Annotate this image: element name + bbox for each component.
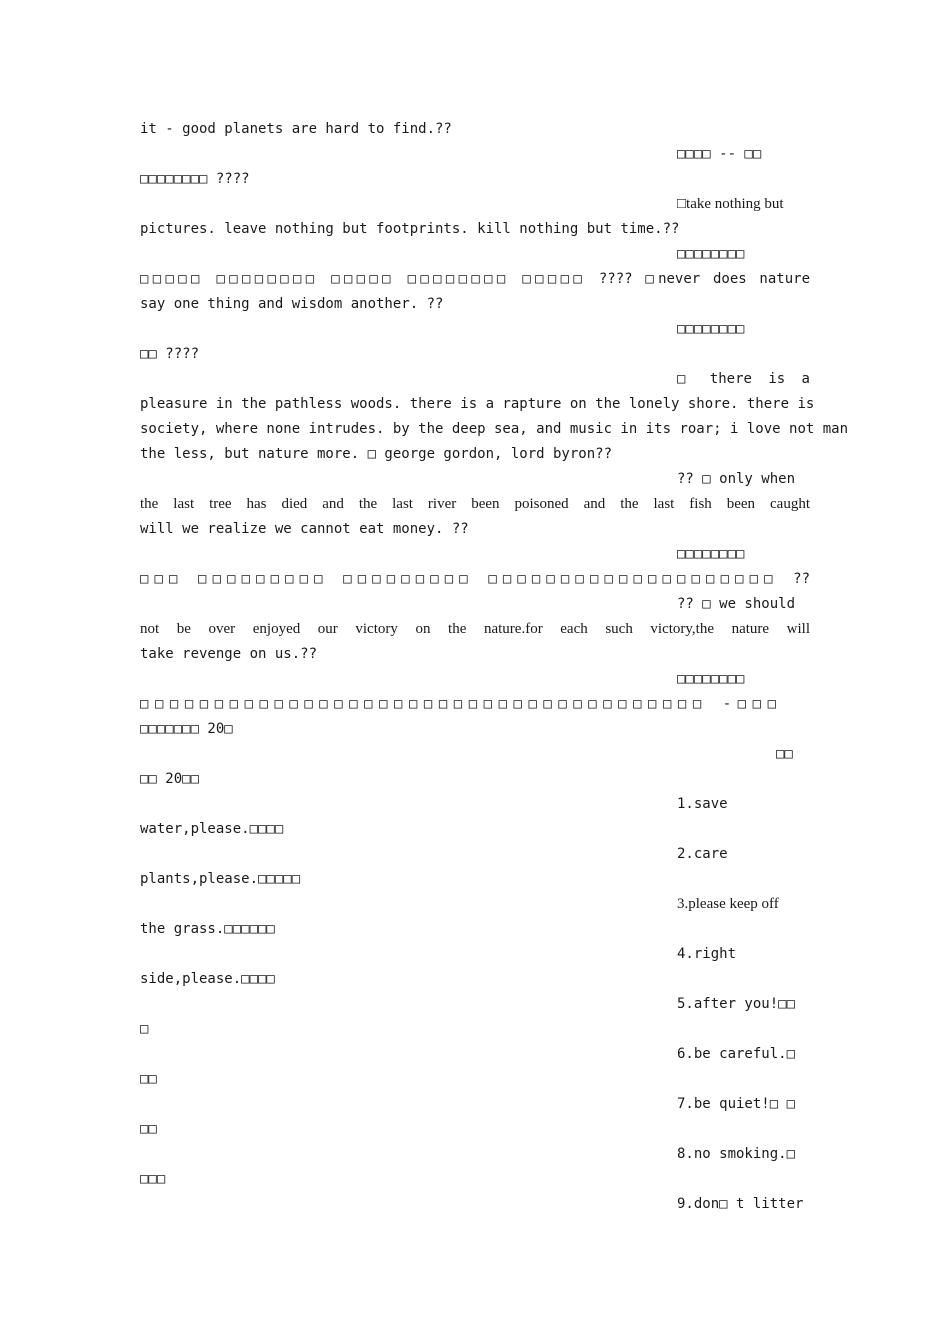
text-line: 3.please keep off bbox=[677, 896, 779, 912]
text-line: it - good planets are hard to find.?? bbox=[140, 121, 452, 137]
text-line: side,please.□□□□ bbox=[140, 971, 275, 987]
text-line: □□□ bbox=[140, 1171, 166, 1187]
text-line: society, where none intrudes. by the deep sea, and music in its roar; i love not man bbox=[140, 421, 849, 437]
text-line: the grass.□□□□□□ bbox=[140, 921, 275, 937]
text-line: □□ 20□□ bbox=[140, 771, 200, 787]
text-line: 9.don□ t litter bbox=[677, 1196, 804, 1212]
text-line: ?? □ we should bbox=[677, 596, 796, 612]
text-line: □ there is a bbox=[677, 371, 810, 387]
text-line: the less, but nature more. □ george gordon, lord byron?? bbox=[140, 446, 613, 462]
text-line: □□□ □□□□□□□□□ □□□□□□□□□ □□□□□□□□□□□□□□□□□□□□ ?? bbox=[140, 571, 810, 587]
text-line: water,please.□□□□ bbox=[140, 821, 284, 837]
text-line: 1.save bbox=[677, 796, 728, 812]
text-line: not be over enjoyed our victory on the nature.for each such victory,the nature will bbox=[140, 621, 810, 637]
text-line: pleasure in the pathless woods. there is a rapture on the lonely shore. there is bbox=[140, 396, 815, 412]
text-line: 4.right bbox=[677, 946, 737, 962]
text-line: □□ ???? bbox=[140, 346, 200, 362]
text-line: □□□□□ □□□□□□□□ □□□□□ □□□□□□□□ □□□□□ ???? □never does nature bbox=[140, 271, 810, 287]
text-line: □□□□□□□□ ???? bbox=[140, 171, 250, 187]
text-line: 7.be quiet!□ □ bbox=[677, 1096, 796, 1112]
text-line: □□□□□□□□ bbox=[677, 321, 745, 337]
text-line: 8.no smoking.□ bbox=[677, 1146, 796, 1162]
text-line: □□□□ -- □□ bbox=[677, 146, 762, 162]
text-line: □□ bbox=[140, 1121, 157, 1137]
text-line: pictures. leave nothing but footprints. kill nothing but time.?? bbox=[140, 221, 680, 237]
text-line: □□□□□□□ 20□ bbox=[140, 721, 233, 737]
text-line: 5.after you!□□ bbox=[677, 996, 796, 1012]
text-line: 6.be careful.□ bbox=[677, 1046, 796, 1062]
text-line: say one thing and wisdom another. ?? bbox=[140, 296, 444, 312]
text-line: □□□□□□□□ bbox=[677, 246, 745, 262]
text-line: □□□□□□□□ bbox=[677, 546, 745, 562]
text-line: □□□□□□□□ bbox=[677, 671, 745, 687]
text-line: □take nothing but bbox=[677, 196, 784, 212]
text-line: the last tree has died and the last river been poisoned and the last fish been caught bbox=[140, 496, 810, 512]
text-line: plants,please.□□□□□ bbox=[140, 871, 301, 887]
text-line: □□ bbox=[776, 746, 793, 762]
text-line: 2.care bbox=[677, 846, 728, 862]
text-line: will we realize we cannot eat money. ?? bbox=[140, 521, 469, 537]
text-line: take revenge on us.?? bbox=[140, 646, 318, 662]
text-line: ?? □ only when bbox=[677, 471, 796, 487]
text-line: □□ bbox=[140, 1071, 157, 1087]
text-line: □□□□□□□□□□□□□□□□□□□□□□□□□□□□□□□□□□□□□□ -□□□ bbox=[140, 696, 776, 712]
text-line: □ bbox=[140, 1021, 149, 1037]
